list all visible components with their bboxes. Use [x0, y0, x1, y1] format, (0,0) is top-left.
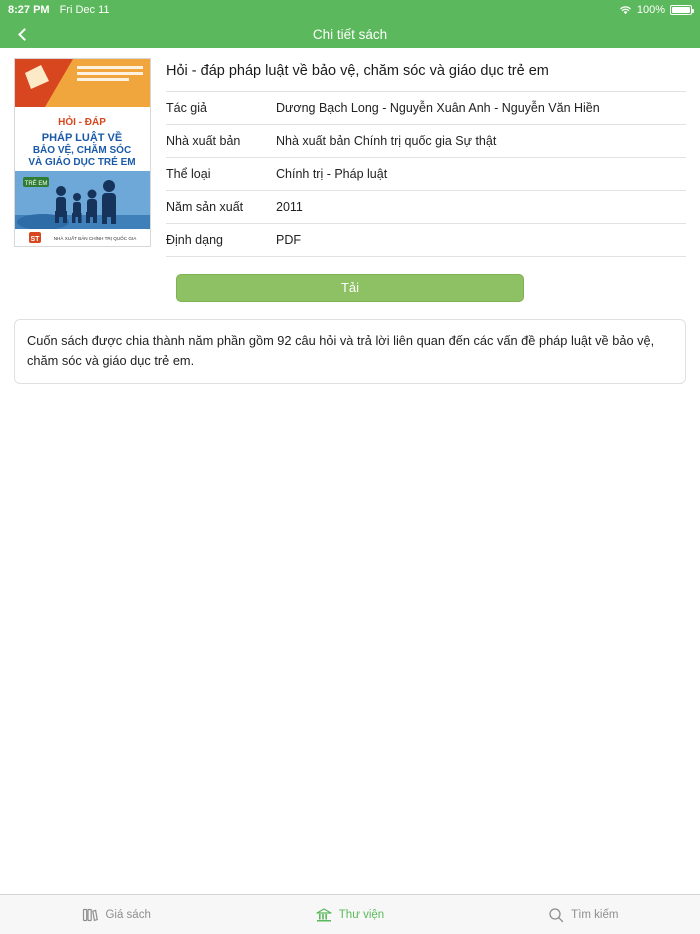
book-header	[0, 48, 700, 257]
svg-text:VÀ GIÁO DỤC TRẺ EM: VÀ GIÁO DỤC TRẺ EM	[28, 157, 136, 168]
table-row	[166, 190, 686, 223]
battery-icon	[670, 5, 692, 15]
status-right	[619, 4, 692, 16]
table-row	[166, 124, 686, 157]
book-details	[151, 58, 686, 257]
svg-text:BẢO VỆ, CHĂM SÓC: BẢO VỆ, CHĂM SÓC	[32, 145, 132, 156]
tab-bar	[0, 894, 700, 934]
meta-value: Nhà xuất bản Chính trị quốc gia Sự thật	[276, 124, 686, 157]
svg-text:NHÀ XUẤT BẢN CHÍNH TRỊ QUỐC GI: NHÀ XUẤT BẢN CHÍNH TRỊ QUỐC GIA	[53, 236, 137, 241]
book-cover[interactable]	[14, 58, 151, 247]
svg-text:ST: ST	[30, 236, 40, 243]
meta-value: Dương Bạch Long - Nguyễn Xuân Anh - Nguyễn Văn Hiền	[276, 91, 686, 124]
meta-label: Định dạng	[166, 223, 276, 256]
status-left	[8, 4, 110, 16]
status-bar	[0, 0, 700, 20]
status-time: 8:27 PM	[8, 4, 50, 16]
tab-bookshelf[interactable]	[0, 895, 233, 934]
tab-library-label: Thư viện	[338, 908, 385, 921]
table-row	[166, 91, 686, 124]
page-title: Chi tiết sách	[312, 26, 388, 42]
download-row	[0, 257, 700, 302]
wifi-icon	[619, 5, 632, 15]
book-title: Hỏi - đáp pháp luật về bảo vệ, chăm sóc và giáo dục trẻ em	[166, 63, 549, 79]
search-icon	[548, 907, 564, 923]
meta-label: Nhà xuất bản	[166, 124, 276, 157]
book-description: Cuốn sách được chia thành năm phần gồm 92 câu hỏi và trả lời liên quan đến các vấn đề pháp luật về bảo vệ, chăm sóc và giáo dục trẻ em.	[14, 319, 686, 384]
battery-percent: 100%	[636, 4, 665, 16]
tab-library[interactable]	[233, 895, 466, 934]
meta-label: Năm sản xuất	[166, 190, 276, 223]
meta-label: Tác giả	[166, 91, 276, 124]
svg-text:TRẺ EM: TRẺ EM	[24, 181, 48, 187]
meta-value: Chính trị - Pháp luật	[276, 157, 686, 190]
status-date: Fri Dec 11	[59, 4, 110, 16]
library-icon	[316, 907, 332, 923]
table-row	[166, 223, 686, 256]
tab-search-label: Tìm kiếm	[571, 908, 619, 921]
table-row	[166, 157, 686, 190]
bookshelf-icon	[82, 907, 98, 923]
svg-text:PHÁP LUẬT VỀ: PHÁP LUẬT VỀ	[41, 132, 123, 144]
meta-value: 2011	[276, 190, 686, 223]
content-area	[0, 48, 700, 894]
svg-text:HỎI - ĐÁP: HỎI - ĐÁP	[58, 117, 106, 128]
book-meta-table	[166, 91, 686, 257]
meta-label: Thể loại	[166, 157, 276, 190]
download-button[interactable]: Tải	[176, 274, 524, 302]
tab-search[interactable]	[467, 895, 700, 934]
tab-bookshelf-label: Giá sách	[105, 908, 151, 921]
nav-bar	[0, 20, 700, 48]
meta-value: PDF	[276, 223, 686, 256]
